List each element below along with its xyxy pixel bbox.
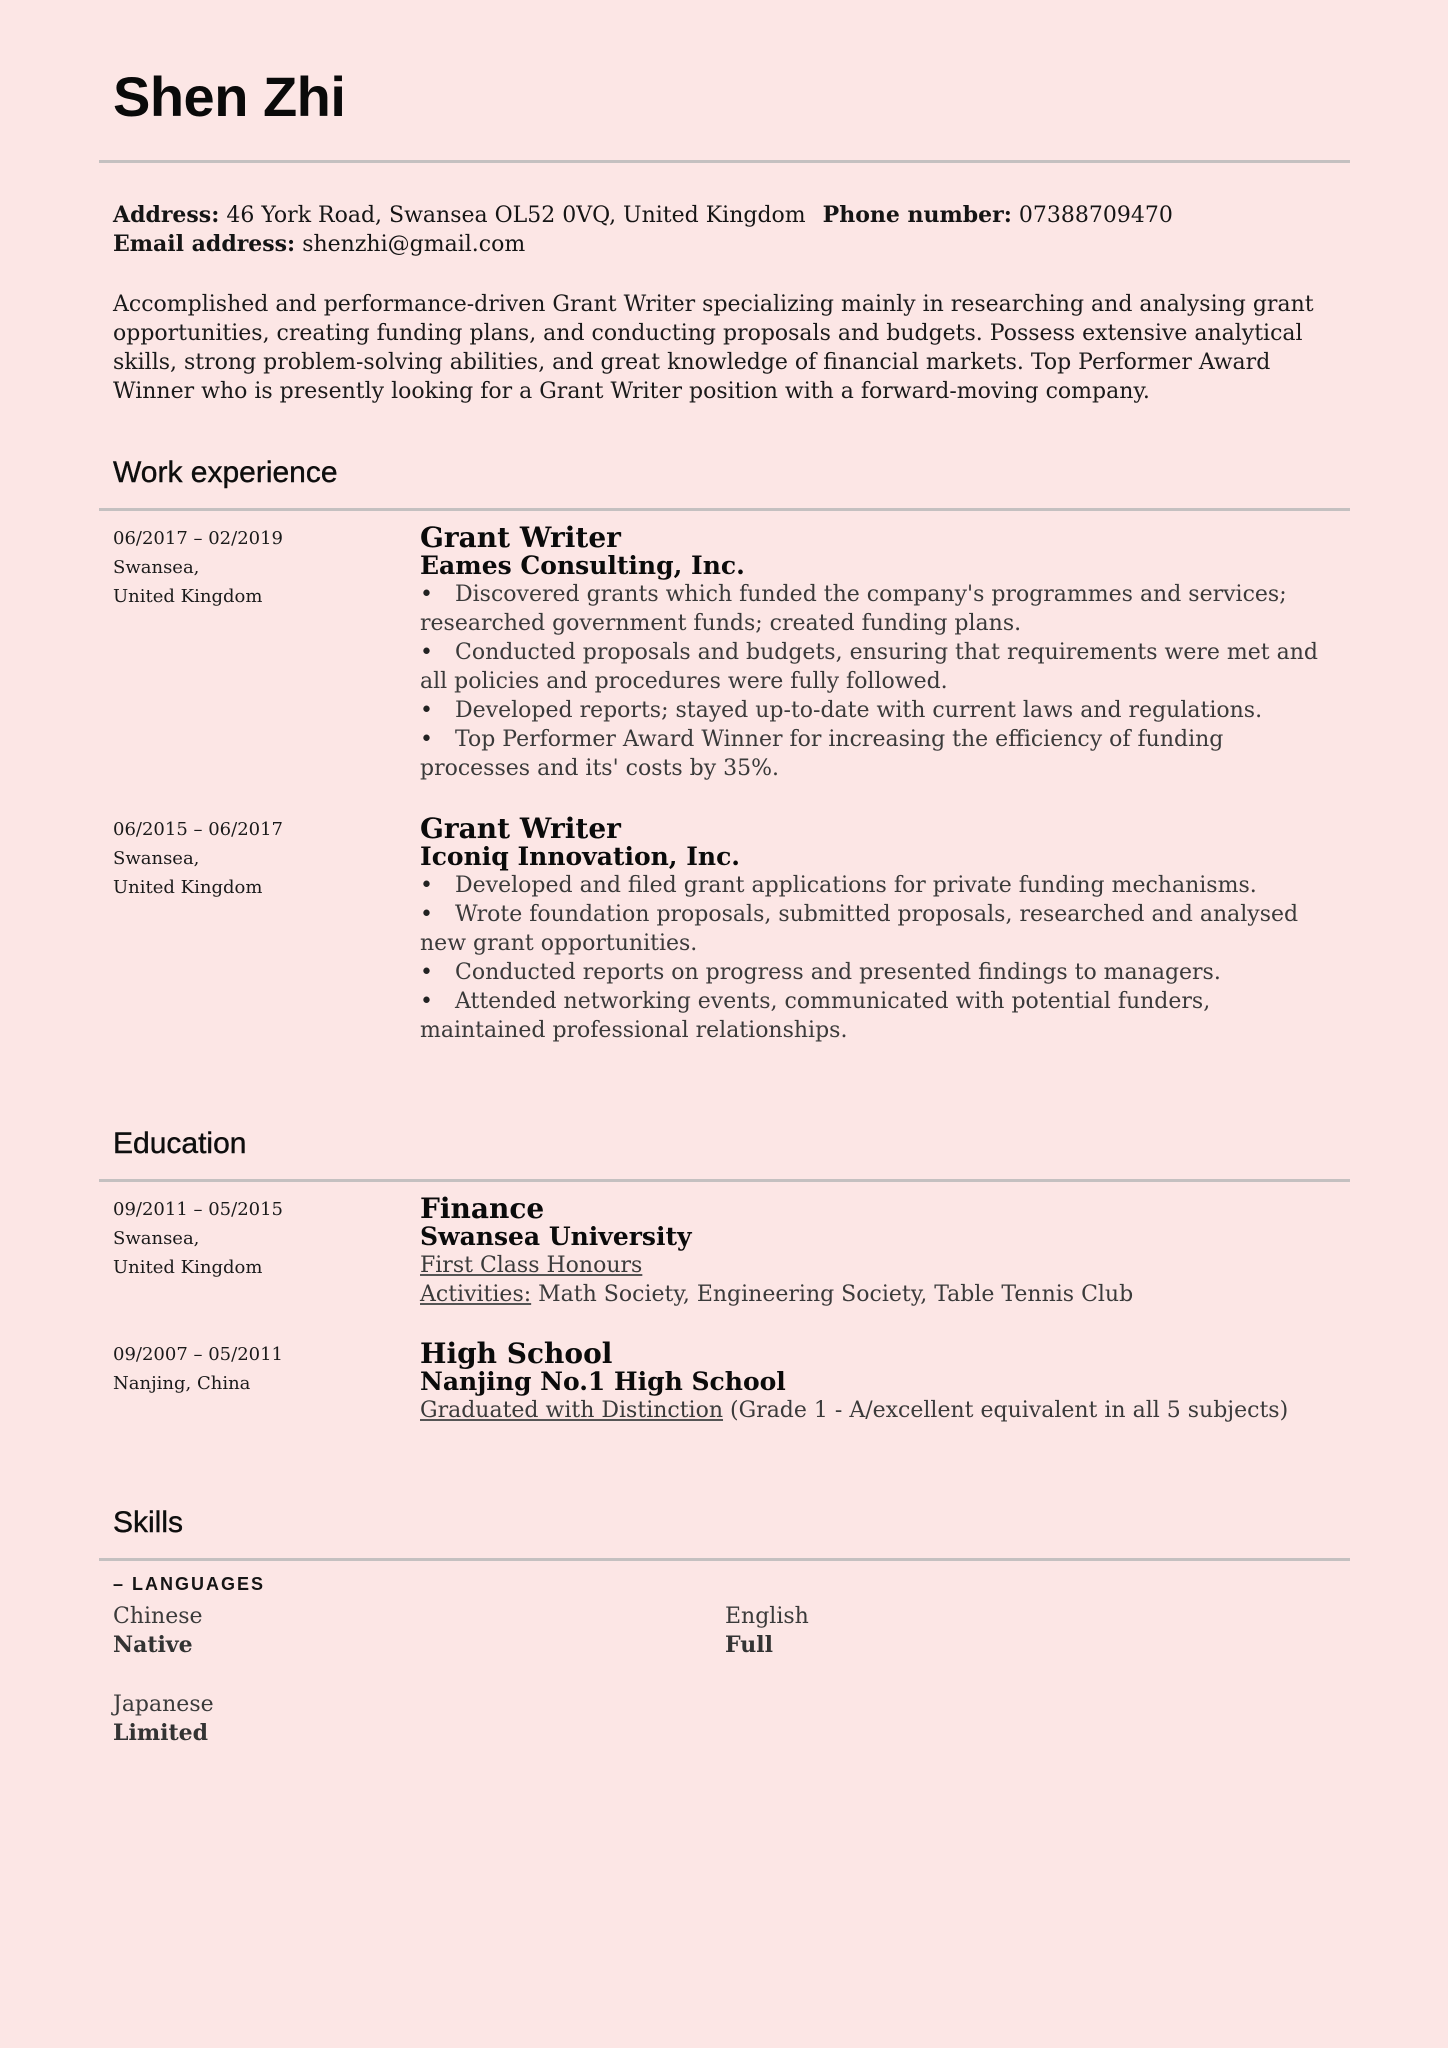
honours: Graduated with Distinction	[420, 1398, 724, 1423]
email-value[interactable]: shenzhi@gmail.com	[302, 232, 526, 257]
email-label: Email address:	[113, 231, 296, 257]
work-entry-meta	[113, 524, 393, 611]
address-value: 46 York Road, Swansea OL52 0VQ, United Kingdom	[226, 203, 806, 228]
activities-line	[420, 1280, 1340, 1309]
contact-line-2	[113, 230, 1343, 259]
list-item: • Developed and filed grant applications for private funding mechanisms.	[420, 873, 1257, 898]
language-item	[113, 1690, 513, 1748]
honours-line	[420, 1251, 1340, 1280]
list-item: • Discovered grants which funded the company's programmes and services; researched government funds; created funding plans.	[420, 582, 1287, 636]
phone-label: Phone number:	[822, 202, 1012, 228]
language-level: Full	[725, 1632, 773, 1658]
language-name: English	[725, 1604, 809, 1629]
responsibilities-list	[420, 580, 1340, 783]
language-item	[725, 1602, 1125, 1660]
education-dates: 09/2007 – 05/2011	[113, 1344, 283, 1365]
list-item: • Top Performer Award Winner for increasing the efficiency of funding processes and its' costs by 35%.	[420, 727, 1224, 781]
education-dates: 09/2011 – 05/2015	[113, 1199, 283, 1220]
candidate-name: Shen Zhi	[113, 65, 346, 128]
language-name: Japanese	[113, 1692, 214, 1717]
work-dates: 06/2017 – 02/2019	[113, 528, 283, 549]
honours-line	[420, 1396, 1340, 1425]
contact-block	[113, 201, 1343, 259]
degree-title: Finance	[420, 1192, 545, 1225]
list-item: • Attended networking events, communicated with potential funders, maintained professional relationships.	[420, 989, 1211, 1043]
skills-heading: Skills	[113, 1506, 184, 1539]
education-country: United Kingdom	[113, 1257, 263, 1278]
education-divider	[99, 1179, 1350, 1182]
languages-label: – LANGUAGES	[113, 1574, 266, 1594]
work-dates: 06/2015 – 06/2017	[113, 819, 283, 840]
activities-label: Activities:	[420, 1282, 532, 1307]
institution: Nanjing No.1 High School	[420, 1367, 786, 1396]
bullet-icon: •	[420, 582, 433, 607]
work-entry-body	[420, 521, 1340, 783]
list-item: • Conducted proposals and budgets, ensuring that requirements were met and all policies and procedures were fully followed.	[420, 640, 1318, 694]
job-title: Grant Writer	[420, 812, 621, 845]
work-city: Swansea,	[113, 848, 200, 869]
list-item: • Wrote foundation proposals, submitted proposals, researched and analysed new grant opportunities.	[420, 902, 1299, 956]
contact-line-1	[113, 201, 1343, 230]
language-item	[113, 1602, 513, 1660]
education-entry-body	[420, 1337, 1340, 1425]
activities-value: Math Society, Engineering Society, Table Tennis Club	[538, 1282, 1134, 1307]
bullet-icon: •	[420, 989, 433, 1014]
education-entry-meta	[113, 1340, 393, 1398]
honours: First Class Honours	[420, 1253, 643, 1278]
work-divider	[99, 508, 1350, 511]
phone-value[interactable]: 07388709470	[1018, 203, 1173, 228]
work-country: United Kingdom	[113, 877, 263, 898]
list-item: • Developed reports; stayed up-to-date with current laws and regulations.	[420, 698, 1263, 723]
education-entry-body	[420, 1192, 1340, 1309]
education-entry-meta	[113, 1195, 393, 1282]
degree-title: High School	[420, 1337, 613, 1370]
work-city: Swansea,	[113, 557, 200, 578]
address-label: Address:	[113, 202, 220, 228]
language-level: Limited	[113, 1720, 209, 1746]
job-title: Grant Writer	[420, 521, 621, 554]
work-country: United Kingdom	[113, 586, 263, 607]
bullet-icon: •	[420, 640, 433, 665]
work-entry-body	[420, 812, 1340, 1045]
education-city: Swansea,	[113, 1228, 200, 1249]
bullet-icon: •	[420, 873, 433, 898]
language-name: Chinese	[113, 1604, 203, 1629]
education-city: Nanjing, China	[113, 1373, 251, 1394]
education-heading: Education	[113, 1127, 247, 1160]
bullet-icon: •	[420, 698, 433, 723]
bullet-icon: •	[420, 902, 433, 927]
bullet-icon: •	[420, 960, 433, 985]
language-level: Native	[113, 1632, 193, 1658]
employer: Iconiq Innovation, Inc.	[420, 842, 740, 871]
honours-note: (Grade 1 - A/excellent equivalent in all 5 subjects)	[730, 1398, 1289, 1423]
header-divider	[99, 160, 1350, 163]
profile-summary: Accomplished and performance-driven Grant Writer specializing mainly in researching and analysing grant opportunities, creating funding plans, and conducting proposals and budgets. Possess extensive analytical skills, strong problem-solving abilities, and great knowledge of financial markets. Top Performer Award Winner who is presently looking for a Grant Writer position with a forward-moving company.	[113, 292, 1314, 404]
employer: Eames Consulting, Inc.	[420, 551, 745, 580]
list-item: • Conducted reports on progress and presented findings to managers.	[420, 960, 1221, 985]
work-experience-heading: Work experience	[113, 456, 338, 489]
bullet-icon: •	[420, 727, 433, 752]
work-entry-meta	[113, 815, 393, 902]
responsibilities-list	[420, 871, 1340, 1045]
skills-divider	[99, 1558, 1350, 1561]
institution: Swansea University	[420, 1222, 692, 1251]
